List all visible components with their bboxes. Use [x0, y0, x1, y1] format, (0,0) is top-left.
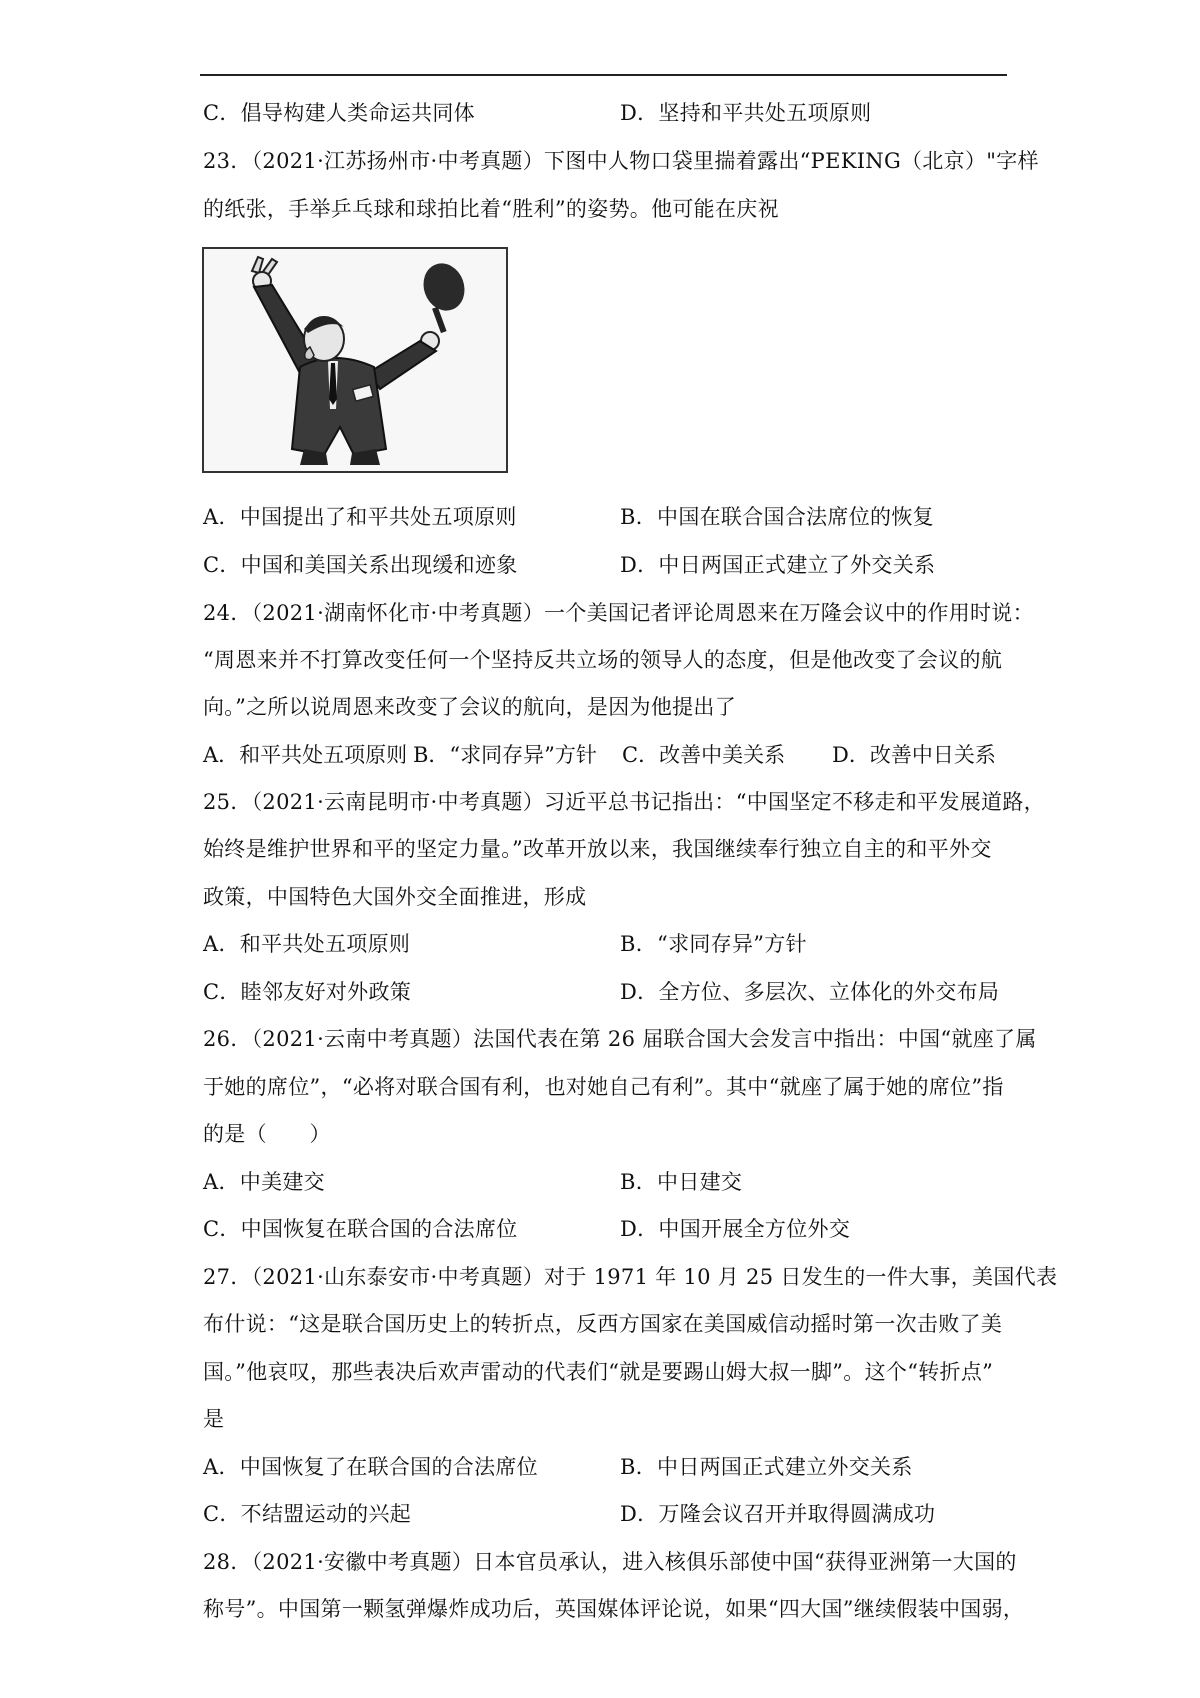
q23-option-a: A．中国提出了和平共处五项原则 [203, 505, 517, 529]
q26-stem-line2: 于她的席位”，“必将对联合国有利，也对她自己有利”。其中“就座了属于她的席位”指 [203, 1075, 1004, 1099]
q24-option-c: C．改善中美关系 [622, 743, 786, 767]
q27-option-a: A．中国恢复了在联合国的合法席位 [203, 1455, 538, 1479]
q24-stem-line2: “周恩来并不打算改变任何一个坚持反共立场的领导人的态度，但是他改变了会议的航 [203, 648, 1003, 672]
q25-option-a: A．和平共处五项原则 [203, 932, 411, 956]
q27-stem-line4: 是 [203, 1407, 225, 1431]
q27-stem-line2: 布什说：“这是联合国历史上的转折点，反西方国家在美国威信动摇时第一次击败了美 [203, 1312, 1003, 1336]
q25-stem-line1: 25．（2021·云南昆明市·中考真题）习近平总书记指出：“中国坚定不移走和平发展道路， [203, 790, 1045, 814]
q27-option-b: B．中日两国正式建立外交关系 [620, 1455, 913, 1479]
q25-option-b: B．“求同存异”方针 [620, 932, 807, 956]
q26-option-c: C．中国恢复在联合国的合法席位 [203, 1217, 518, 1241]
q26-option-a: A．中美建交 [203, 1170, 325, 1194]
q25-option-c: C．睦邻友好对外政策 [203, 980, 412, 1004]
q24-stem-line3: 向。”之所以说周恩来改变了会议的航向，是因为他提出了 [203, 695, 737, 719]
q24-option-a: A．和平共处五项原则 [203, 743, 408, 767]
q27-option-c: C．不结盟运动的兴起 [203, 1502, 412, 1526]
q23-option-b: B．中国在联合国合法席位的恢复 [620, 505, 934, 529]
header-rule [200, 74, 1007, 76]
q25-stem-line3: 政策，中国特色大国外交全面推进，形成 [203, 885, 587, 909]
q24-option-d: D．改善中日关系 [832, 743, 996, 767]
q24-stem-line1: 24．（2021·湖南怀化市·中考真题）一个美国记者评论周恩来在万隆会议中的作用时说： [203, 601, 1034, 625]
q26-stem-line1: 26．（2021·云南中考真题）法国代表在第 26 届联合国大会发言中指出：中国“就座了属 [203, 1027, 1037, 1051]
q24-option-b: B．“求同存异”方针 [413, 743, 597, 767]
q26-stem-line3: 的是（ ） [203, 1122, 331, 1146]
q27-stem-line3: 国。”他哀叹，那些表决后欢声雷动的代表们“就是要踢山姆大叔一脚”。这个“转折点” [203, 1360, 994, 1384]
q25-stem-line2: 始终是维护世界和平的坚定力量。”改革开放以来，我国继续奉行独立自主的和平外交 [203, 837, 992, 861]
q22-option-d: D．坚持和平共处五项原则 [620, 101, 872, 125]
q23-cartoon-figure [202, 247, 508, 473]
q23-option-d: D．中日两国正式建立了外交关系 [620, 553, 936, 577]
q27-option-d: D．万隆会议召开并取得圆满成功 [620, 1502, 936, 1526]
q27-stem-line1: 27．（2021·山东泰安市·中考真题）对于 1971 年 10 月 25 日发生的一件大事，美国代表 [203, 1265, 1058, 1289]
q22-option-c: C．倡导构建人类命运共同体 [203, 101, 475, 125]
q23-stem-line2: 的纸张，手举乒乓球和球拍比着“胜利”的姿势。他可能在庆祝 [203, 197, 779, 221]
q23-option-c: C．中国和美国关系出现缓和迹象 [203, 553, 518, 577]
q26-option-d: D．中国开展全方位外交 [620, 1217, 851, 1241]
q28-stem-line1: 28．（2021·安徽中考真题）日本官员承认，进入核俱乐部使中国“获得亚洲第一大国的 [203, 1550, 1017, 1574]
q26-option-b: B．中日建交 [620, 1170, 743, 1194]
q28-stem-line2: 称号”。中国第一颗氢弹爆炸成功后，英国媒体评论说，如果“四大国”继续假装中国弱， [203, 1597, 1025, 1621]
q25-option-d: D．全方位、多层次、立体化的外交布局 [620, 980, 1000, 1004]
q23-stem-line1: 23．（2021·江苏扬州市·中考真题）下图中人物口袋里揣着露出“PEKING（北京）"字样 [203, 149, 1039, 173]
